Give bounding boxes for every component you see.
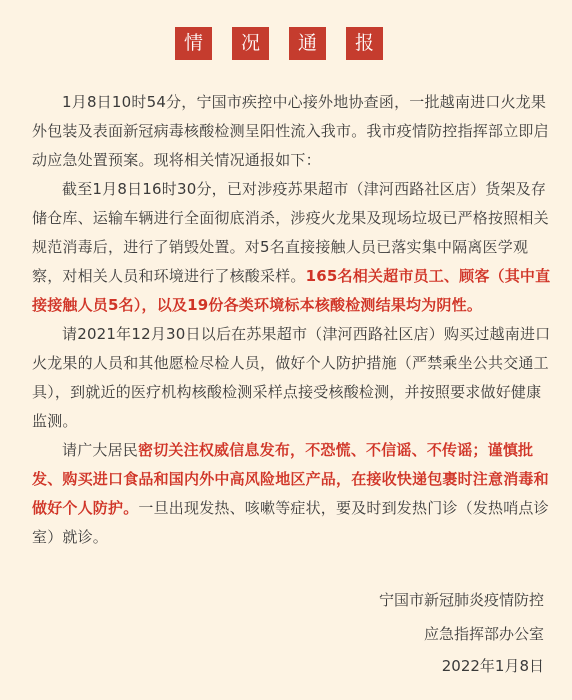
signature-org-line2: 应急指挥部办公室 (423, 625, 544, 643)
title-char-box: 报 (346, 27, 383, 60)
paragraph-testing-request (32, 320, 552, 436)
signature-date: 2022年1月8日 (441, 657, 544, 675)
paragraph-intro-text: 1月8日10时54分，宁国市疾控中心接外地协查函，一批越南进口火龙果外包装及表面新冠病毒核酸检测呈阳性流入我市。我市疫情防控指挥部立即启动应急处置预案。现将相关情况通报如下： (32, 93, 549, 169)
signature-org-line1: 宁国市新冠肺炎疫情防控 (378, 591, 544, 609)
title-char-box: 况 (232, 27, 269, 60)
paragraph-testing-text: 请2021年12月30日以后在苏果超市（津河西路社区店）购买过越南进口火龙果的人员和其他愿检尽检人员，做好个人防护措施（严禁乘坐公共交通工具），到就近的医疗机构核酸检测采样点接受核酸检测，并按照要求做好健康监测。 (32, 325, 551, 430)
paragraph-intro (32, 88, 552, 175)
title-char-box: 情 (175, 27, 212, 60)
paragraph-advice-lead: 请广大居民 (62, 441, 139, 459)
test-result-highlight: 165名相关超市员工、顾客（其中直接接触人员5名），以及19份各类环境标本核酸检测结果均为阴性。 (32, 267, 551, 314)
paragraph-measures (32, 175, 552, 320)
advice-highlight: 密切关注权威信息发布，不恐慌、不信谣、不传谣；谨慎批发、购买进口食品和国内外中高风险地区产品，在接收快递包裹时注意消毒和做好个人防护。 (32, 441, 549, 517)
paragraph-advice (32, 436, 552, 552)
notice-body (32, 88, 552, 552)
paragraph-measures-text: 截至1月8日16时30分，已对涉疫苏果超市（津河西路社区店）货架及存储仓库、运输车辆进行全面彻底消杀，涉疫火龙果及现场垃圾已严格按照相关规范消毒后，进行了销毁处置。对5名直接接触人员已落实集中隔离医学观察，对相关人员和环境进行了核酸采样。 (32, 180, 549, 285)
title-char-box: 通 (289, 27, 326, 60)
title-bar (0, 27, 572, 61)
paragraph-advice-tail: 一旦出现发热、咳嗽等症状，要及时到发热门诊（发热哨点诊室）就诊。 (32, 499, 549, 546)
